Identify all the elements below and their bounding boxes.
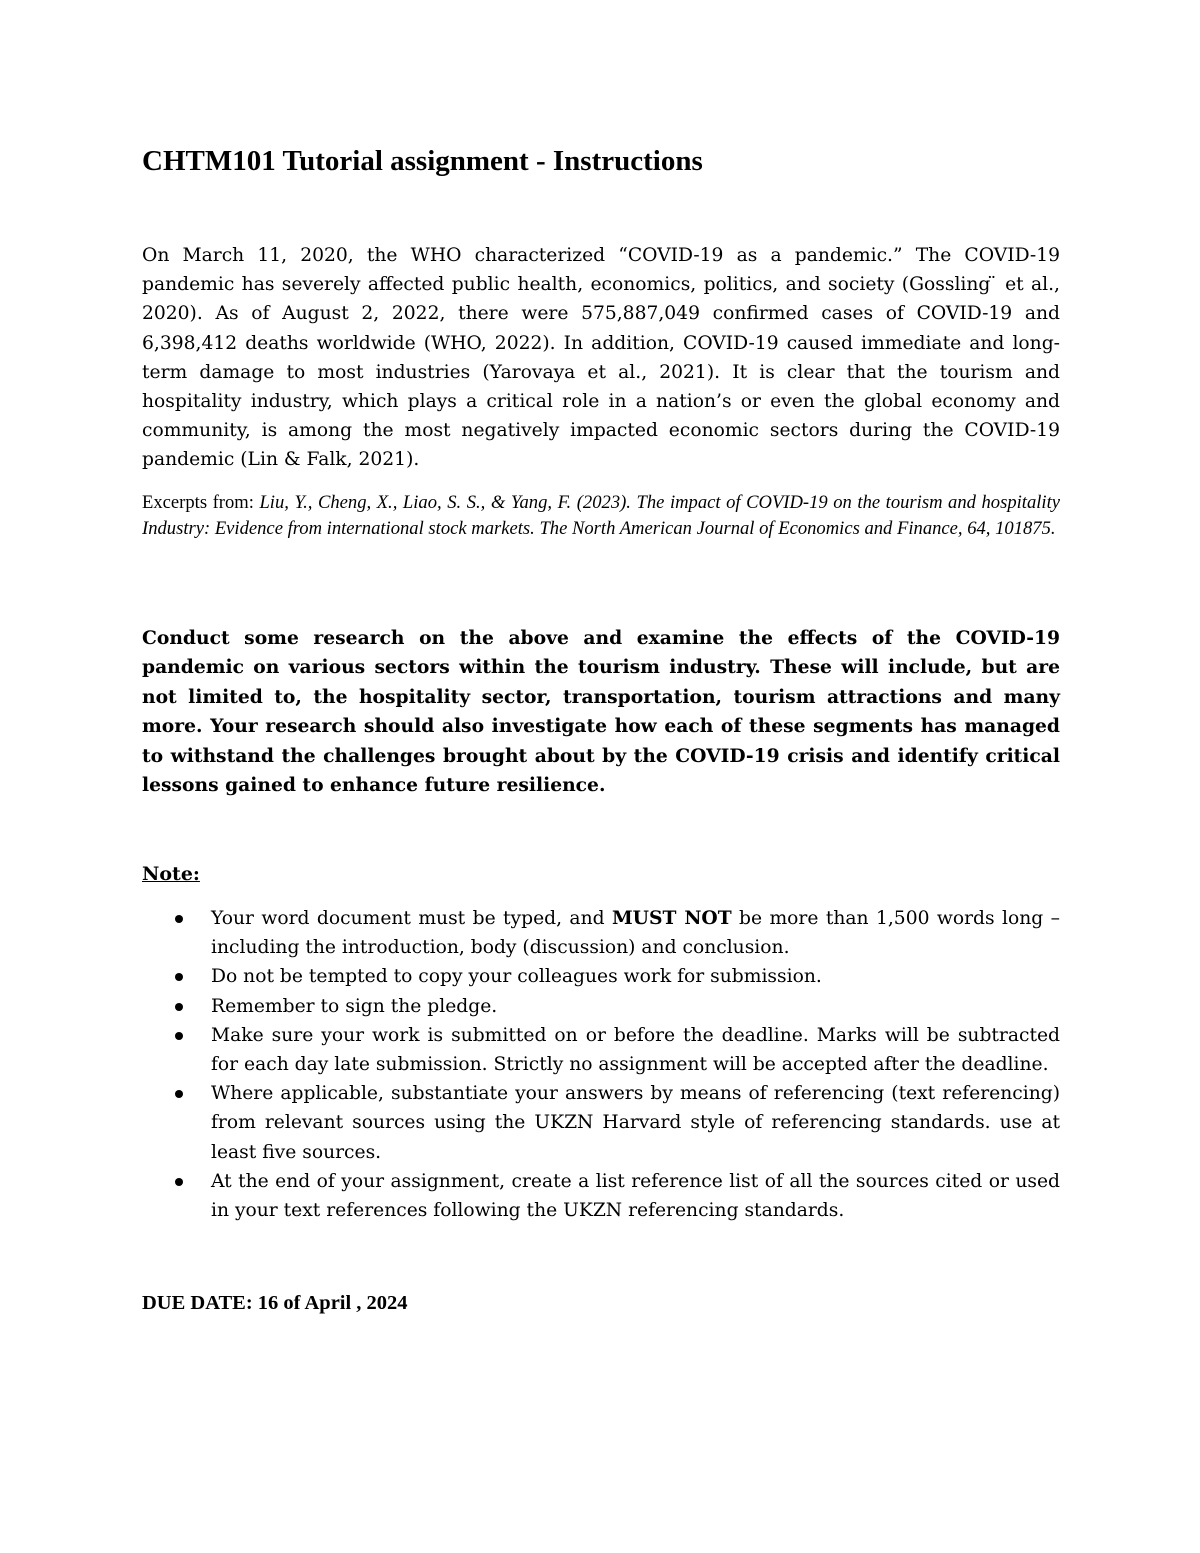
bullet-dot-icon: [175, 915, 183, 923]
note-text-after: be more than 1,500 words long – including the introduction, body (discussion) and conclusion.: [211, 908, 1060, 959]
bullet-dot-icon: [175, 1003, 183, 1011]
bullet-dot-icon: [175, 973, 183, 981]
task-paragraph: Conduct some research on the above and examine the effects of the COVID-19 pandemic on various sectors within the tourism industry. These will include, but are not limited to, the hospitality sector, transportation, tourism attractions and many more. Your research should also investigate how each of these segments has managed to withstand the challenges brought about by the COVID-19 crisis and identify critical lessons gained to enhance future resilience.: [142, 627, 1060, 797]
bullet-dot-icon: [175, 1090, 183, 1098]
note-text: Where applicable, substantiate your answers by means of referencing (text referencing) from relevant sources using the UKZN Harvard style of referencing standards. use at least five sources.: [211, 1083, 1060, 1163]
note-text-before: Your word document must be typed, and: [211, 908, 612, 929]
page-title: CHTM101 Tutorial assignment - Instructions: [142, 145, 703, 177]
due-date: DUE DATE: 16 of April , 2024: [142, 1292, 408, 1314]
note-emphasis: MUST NOT: [611, 907, 732, 929]
notes-list: [142, 904, 1060, 1225]
note-text: At the end of your assignment, create a list reference list of all the sources cited or used in your text references following the UKZN referencing standards.: [211, 1170, 1060, 1222]
note-text: Remember to sign the pledge.: [211, 995, 498, 1017]
list-item: [142, 1079, 1060, 1167]
list-item: [142, 992, 1060, 1021]
bullet-dot-icon: [175, 1032, 183, 1040]
note-heading: Note:: [142, 863, 200, 885]
bullet-dot-icon: [175, 1178, 183, 1186]
list-item: [142, 1021, 1060, 1079]
excerpt-prefix: Excerpts from:: [142, 492, 260, 513]
excerpt-citation: Liu, Y., Cheng, X., Liao, S. S., & Yang, F. (2023). The impact of COVID-19 on the tourism and hospitality Industry: Evidence from international stock markets. The North American Journal of Economics and Finance, 64, 101875.: [142, 492, 1060, 539]
list-item: [142, 1167, 1060, 1225]
list-item: [142, 904, 1060, 962]
intro-paragraph: On March 11, 2020, the WHO characterized “COVID-19 as a pandemic.” The COVID-19 pandemic has severely affected public health, economics, politics, and society (Gossling ̈ et al., 2020). As of August 2, 2022, there were 575,887,049 confirmed cases of COVID-19 and 6,398,412 deaths worldwide (WHO, 2022). In addition, COVID-19 caused immediate and long-term damage to most industries (Yarovaya et al., 2021). It is clear that the tourism and hospitality industry, which plays a critical role in a nation’s or even the global economy and community, is among the most negatively impacted economic sectors during the COVID-19 pandemic (Lin & Falk, 2021).: [142, 245, 1060, 471]
list-item: [142, 962, 1060, 991]
excerpt-reference: [142, 490, 1060, 541]
note-text: Do not be tempted to copy your colleagues work for submission.: [211, 966, 822, 988]
note-text: Make sure your work is submitted on or before the deadline. Marks will be subtracted for each day late submission. Strictly no assignment will be accepted after the deadline.: [211, 1024, 1060, 1076]
